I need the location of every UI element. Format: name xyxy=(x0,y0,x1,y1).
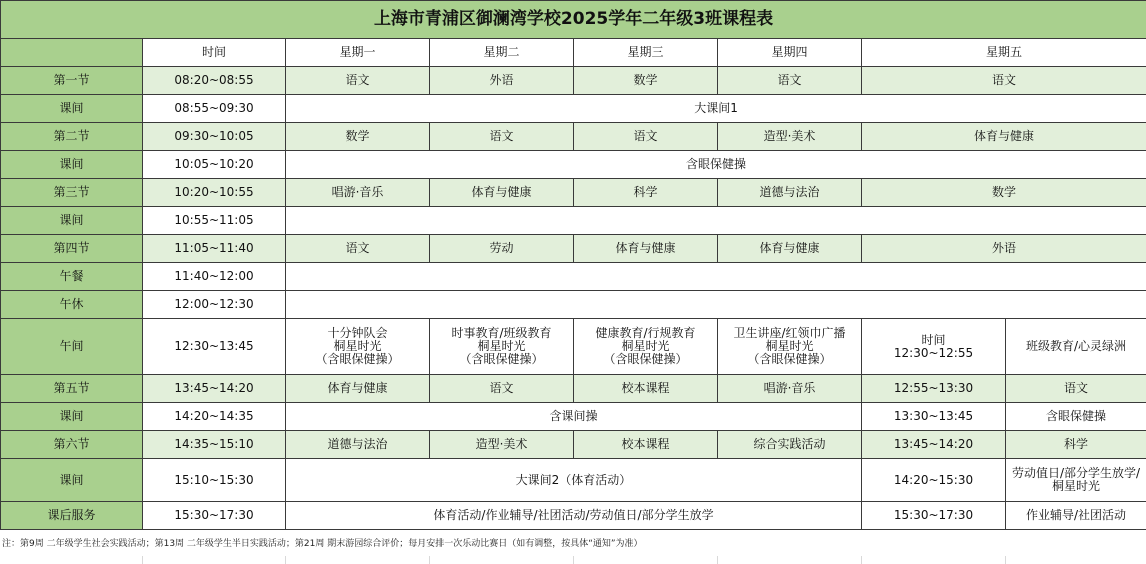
spreadsheet-gridlines xyxy=(0,556,1146,564)
header-mon: 星期一 xyxy=(286,39,430,67)
lesson-cell: 十分钟队会 桐星时光 （含眼保健操） xyxy=(286,319,430,375)
row-period-1 xyxy=(1,67,1146,95)
service-cell: 体育活动/作业辅导/社团活动/劳动值日/部分学生放学 xyxy=(286,502,862,530)
header-fri: 星期五 xyxy=(862,39,1146,67)
lesson-cell: 唱游·音乐 xyxy=(718,375,862,403)
time-cell: 14:35~15:10 xyxy=(143,431,286,459)
row-break-3 xyxy=(1,207,1146,235)
friday-time-cell: 15:30~17:30 xyxy=(862,502,1006,530)
lesson-cell: 语文 xyxy=(718,67,862,95)
lesson-cell: 劳动 xyxy=(430,235,574,263)
row-label: 课间 xyxy=(1,207,143,235)
time-cell: 14:20~14:35 xyxy=(143,403,286,431)
lesson-cell: 唱游·音乐 xyxy=(286,179,430,207)
row-label: 第六节 xyxy=(1,431,143,459)
time-cell: 12:30~13:45 xyxy=(143,319,286,375)
time-cell: 15:30~17:30 xyxy=(143,502,286,530)
timetable-title: 上海市青浦区御澜湾学校2025学年二年级3班课程表 xyxy=(1,1,1146,39)
break-cell: 含眼保健操 xyxy=(286,151,1146,179)
row-label: 午间 xyxy=(1,319,143,375)
row-break-6 xyxy=(1,459,1146,502)
row-break-5 xyxy=(1,403,1146,431)
time-cell: 08:20~08:55 xyxy=(143,67,286,95)
row-label: 第一节 xyxy=(1,67,143,95)
break-cell xyxy=(286,207,1146,235)
row-period-3 xyxy=(1,179,1146,207)
row-label: 课间 xyxy=(1,459,143,502)
lesson-cell: 语文 xyxy=(286,67,430,95)
lesson-cell: 语文 xyxy=(430,123,574,151)
lesson-cell: 班级教育/心灵绿洲 xyxy=(1006,319,1146,375)
lesson-cell: 校本课程 xyxy=(574,375,718,403)
lesson-cell: 劳动值日/部分学生放学/ 桐星时光 xyxy=(1006,459,1146,502)
lesson-cell: 道德与法治 xyxy=(286,431,430,459)
row-label: 第三节 xyxy=(1,179,143,207)
lesson-cell: 语文 xyxy=(1006,375,1146,403)
row-period-5 xyxy=(1,375,1146,403)
lesson-cell: 造型·美术 xyxy=(430,431,574,459)
lesson-cell: 体育与健康 xyxy=(286,375,430,403)
row-rest xyxy=(1,291,1146,319)
header-tue: 星期二 xyxy=(430,39,574,67)
row-label: 课间 xyxy=(1,95,143,123)
lesson-cell: 体育与健康 xyxy=(430,179,574,207)
empty-cell xyxy=(286,263,1146,291)
row-label: 课后服务 xyxy=(1,502,143,530)
break-cell: 大课间1 xyxy=(286,95,1146,123)
lesson-cell: 综合实践活动 xyxy=(718,431,862,459)
lesson-cell: 数学 xyxy=(574,67,718,95)
header-thu: 星期四 xyxy=(718,39,862,67)
time-cell: 11:05~11:40 xyxy=(143,235,286,263)
lesson-cell: 语文 xyxy=(286,235,430,263)
row-label: 第四节 xyxy=(1,235,143,263)
header-row xyxy=(1,39,1146,67)
lesson-cell: 数学 xyxy=(862,179,1146,207)
lesson-cell: 外语 xyxy=(862,235,1146,263)
header-wed: 星期三 xyxy=(574,39,718,67)
time-cell: 09:30~10:05 xyxy=(143,123,286,151)
header-corner xyxy=(1,39,143,67)
row-label: 第二节 xyxy=(1,123,143,151)
row-period-4 xyxy=(1,235,1146,263)
footnote: 注：第9周 二年级学生社会实践活动；第13周 二年级学生半日实践活动；第21周 期末游园综合评价；每月安排一次乐动比赛日（如有调整，按具体“通知”为准） xyxy=(2,539,643,549)
row-period-2 xyxy=(1,123,1146,151)
lesson-cell: 科学 xyxy=(574,179,718,207)
lesson-cell: 体育与健康 xyxy=(718,235,862,263)
row-label: 午餐 xyxy=(1,263,143,291)
time-cell: 12:00~12:30 xyxy=(143,291,286,319)
time-cell: 10:20~10:55 xyxy=(143,179,286,207)
row-after-school xyxy=(1,502,1146,530)
time-cell: 10:55~11:05 xyxy=(143,207,286,235)
time-cell: 13:45~14:20 xyxy=(143,375,286,403)
row-lunch xyxy=(1,263,1146,291)
break-cell: 含课间操 xyxy=(286,403,862,431)
friday-time-cell: 时间 12:30~12:55 xyxy=(862,319,1006,375)
row-noon xyxy=(1,319,1146,375)
time-cell: 15:10~15:30 xyxy=(143,459,286,502)
friday-time-cell: 12:55~13:30 xyxy=(862,375,1006,403)
friday-time-cell: 13:45~14:20 xyxy=(862,431,1006,459)
empty-cell xyxy=(286,291,1146,319)
lesson-cell: 体育与健康 xyxy=(862,123,1146,151)
lesson-cell: 科学 xyxy=(1006,431,1146,459)
time-cell: 08:55~09:30 xyxy=(143,95,286,123)
header-time: 时间 xyxy=(143,39,286,67)
lesson-cell: 语文 xyxy=(862,67,1146,95)
lesson-cell: 语文 xyxy=(430,375,574,403)
lesson-cell: 作业辅导/社团活动 xyxy=(1006,502,1146,530)
lesson-cell: 健康教育/行规教育 桐星时光 （含眼保健操） xyxy=(574,319,718,375)
lesson-cell: 外语 xyxy=(430,67,574,95)
friday-time-cell: 14:20~15:30 xyxy=(862,459,1006,502)
lesson-cell: 时事教育/班级教育 桐星时光 （含眼保健操） xyxy=(430,319,574,375)
row-break-1 xyxy=(1,95,1146,123)
lesson-cell: 含眼保健操 xyxy=(1006,403,1146,431)
row-break-2 xyxy=(1,151,1146,179)
row-label: 课间 xyxy=(1,403,143,431)
lesson-cell: 造型·美术 xyxy=(718,123,862,151)
lesson-cell: 体育与健康 xyxy=(574,235,718,263)
friday-time-cell: 13:30~13:45 xyxy=(862,403,1006,431)
row-label: 课间 xyxy=(1,151,143,179)
lesson-cell: 数学 xyxy=(286,123,430,151)
lesson-cell: 校本课程 xyxy=(574,431,718,459)
time-cell: 11:40~12:00 xyxy=(143,263,286,291)
lesson-cell: 语文 xyxy=(574,123,718,151)
lesson-cell: 卫生讲座/红领巾广播 桐星时光 （含眼保健操） xyxy=(718,319,862,375)
lesson-cell: 道德与法治 xyxy=(718,179,862,207)
row-label: 第五节 xyxy=(1,375,143,403)
break-cell: 大课间2（体育活动） xyxy=(286,459,862,502)
row-label: 午休 xyxy=(1,291,143,319)
row-period-6 xyxy=(1,431,1146,459)
time-cell: 10:05~10:20 xyxy=(143,151,286,179)
